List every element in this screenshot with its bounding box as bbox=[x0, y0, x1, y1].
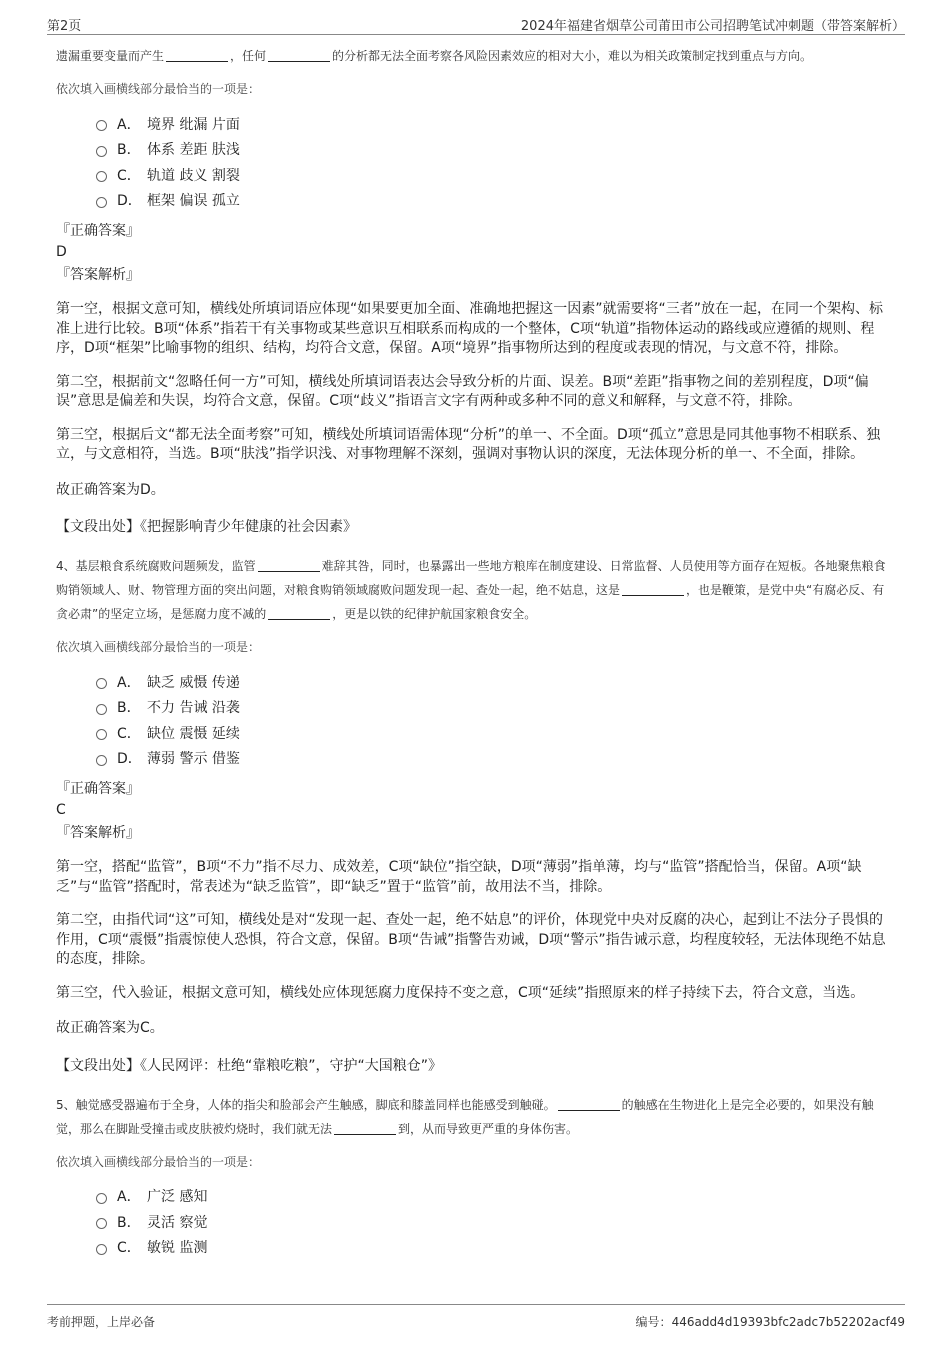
option-list bbox=[96, 111, 894, 213]
answer-heading: 『正确答案』 bbox=[56, 223, 140, 239]
question-4 bbox=[56, 554, 894, 1075]
option-a[interactable]: A． 境界 纰漏 片面 bbox=[96, 111, 894, 137]
document-body bbox=[56, 44, 894, 1260]
analysis-heading: 『答案解析』 bbox=[56, 267, 140, 283]
option-d[interactable]: D． 框架 偏误 孤立 bbox=[96, 188, 894, 214]
page-footer bbox=[47, 1304, 905, 1329]
correct-answer: D bbox=[56, 244, 67, 260]
analysis-paragraph: 第一空，搭配“监管”，B项“不力”指不尽力、成效差，C项“缺位”指空缺，D项“薄弱”指单薄，均与“监管”搭配恰当，保留。A项“缺乏”与“监管”搭配时，常表述为“缺乏监管”，即“缺乏”置于“监管”前，故用法不当，排除。 bbox=[56, 859, 862, 895]
source-citation: 【文段出处】《把握影响青少年健康的社会因素》 bbox=[56, 519, 357, 535]
analysis-conclusion: 故正确答案为D。 bbox=[56, 481, 165, 498]
question-stem: 遗漏重要变量而产生 ，任何 的分析都无法全面考察各风险因素效应的相对大小，难以为相关政策制定找到重点与方向。 bbox=[56, 49, 813, 63]
question-instruction: 依次填入画横线部分最恰当的一项是： bbox=[56, 640, 261, 654]
blank-line bbox=[166, 48, 228, 62]
blank-line bbox=[622, 582, 684, 596]
option-c[interactable]: C． 敏锐 监测 bbox=[96, 1235, 894, 1261]
radio-icon[interactable] bbox=[96, 704, 107, 715]
page-number: 第2页 bbox=[47, 19, 82, 34]
question-stem: 4、基层粮食系统腐败问题频发，监管 难辞其咎，同时，也暴露出一些地方粮库在制度建设、日常监督、人员使用等方面存在短板。各地聚焦粮食购销领域人、财、物管理方面的突出问题，对粮食购销领域腐败问题发现一起、查处一起，绝不姑息，这是 ，也是鞭策，是党中央“有腐必反、有贪必肃”的坚定立场，是惩腐力度不减的 ，更是以铁的纪律护航国家粮食安全。 bbox=[56, 559, 886, 621]
analysis-paragraph: 第一空，根据文意可知，横线处所填词语应体现“如果要更加全面、准确地把握这一因素”就需要将“三者”放在一起，在同一个架构、标准上进行比较。B项“体系”指若干有关事物或某些意识互相联系而构成的一个整体，C项“轨道”指物体运动的路线或应遵循的规则、程序，D项“框架”比喻事物的组织、结构，均符合文意，保留。A项“境界”指事物所达到的程度或表现的情况，与文意不符，排除。 bbox=[56, 301, 884, 356]
analysis-conclusion: 故正确答案为C。 bbox=[56, 1020, 164, 1036]
radio-icon[interactable] bbox=[96, 171, 107, 182]
blank-line bbox=[558, 1097, 620, 1111]
question-instruction: 依次填入画横线部分最恰当的一项是： bbox=[56, 1154, 261, 1169]
question-stem: 5、触觉感受器遍布于全身，人体的指尖和脸部会产生触感，脚底和膝盖同样也能感受到触碰。 的触感在生物进化上是完全必要的，如果没有触觉，那么在脚趾受撞击或皮肤被灼烧时，我们就无法 到，从而导致更严重的身体伤害。 bbox=[56, 1097, 874, 1136]
source-citation: 【文段出处】《人民网评：杜绝“靠粮吃粮”，守护“大国粮仓”》 bbox=[56, 1057, 443, 1074]
radio-icon[interactable] bbox=[96, 1193, 107, 1204]
answer-heading: 『正确答案』 bbox=[56, 781, 140, 797]
radio-icon[interactable] bbox=[96, 755, 107, 766]
radio-icon[interactable] bbox=[96, 1244, 107, 1255]
option-d[interactable]: D． 薄弱 警示 借鉴 bbox=[96, 746, 894, 772]
radio-icon[interactable] bbox=[96, 120, 107, 131]
option-c[interactable]: C． 缺位 震慑 延续 bbox=[96, 720, 894, 746]
question-instruction: 依次填入画横线部分最恰当的一项是： bbox=[56, 82, 261, 96]
radio-icon[interactable] bbox=[96, 197, 107, 208]
option-a[interactable]: A． 缺乏 威慑 传递 bbox=[96, 669, 894, 695]
blank-line bbox=[268, 48, 330, 62]
document-code: 编号：446add4d19393bfc2adc7b52202acf49 bbox=[635, 1315, 905, 1329]
option-b[interactable]: B． 不力 告诫 沿袭 bbox=[96, 695, 894, 721]
analysis-paragraph: 第三空，根据后文“都无法全面考察”可知，横线处所填词语需体现“分析”的单一、不全面。D项“孤立”意思是同其他事物不相联系、独立，与文意相符，当选。B项“肤浅”指学识浅、对事物理解不深刻，强调对事物认识的深度，无法体现分析的单一、不全面，排除。 bbox=[56, 426, 881, 462]
radio-icon[interactable] bbox=[96, 678, 107, 689]
correct-answer: C bbox=[56, 802, 66, 818]
option-a[interactable]: A． 广泛 感知 bbox=[96, 1184, 894, 1210]
option-list bbox=[96, 669, 894, 771]
option-b[interactable]: B． 体系 差距 肤浅 bbox=[96, 137, 894, 163]
question-3 bbox=[56, 44, 894, 536]
option-c[interactable]: C． 轨道 歧义 割裂 bbox=[96, 162, 894, 188]
radio-icon[interactable] bbox=[96, 146, 107, 157]
option-list bbox=[96, 1184, 894, 1261]
document-title: 2024年福建省烟草公司莆田市公司招聘笔试冲刺题（带答案解析） bbox=[520, 19, 905, 34]
analysis-paragraph: 第三空，代入验证，根据文意可知，横线处应体现惩腐力度保持不变之意，C项“延续”指照原来的样子持续下去，符合文意，当选。 bbox=[56, 984, 865, 1001]
blank-line bbox=[334, 1121, 396, 1135]
analysis-paragraph: 第二空，由指代词“这”可知，横线处是对“发现一起、查处一起，绝不姑息”的评价，体现党中央对反腐的决心，起到让不法分子畏惧的作用，C项“震慑”指震惊使人恐惧，符合文意，保留。B项“告诫”指警告劝诫，D项“警示”指告诫示意，均程度较轻，无法体现绝不姑息的态度，排除。 bbox=[56, 912, 886, 967]
radio-icon[interactable] bbox=[96, 729, 107, 740]
page-header bbox=[47, 12, 905, 35]
blank-line bbox=[258, 558, 320, 572]
question-5 bbox=[56, 1093, 894, 1261]
option-b[interactable]: B． 灵活 察觉 bbox=[96, 1209, 894, 1235]
footer-slogan: 考前押题，上岸必备 bbox=[47, 1315, 156, 1329]
analysis-heading: 『答案解析』 bbox=[56, 825, 140, 841]
analysis-paragraph: 第二空，根据前文“忽略任何一方”可知，横线处所填词语表达会导致分析的片面、误差。B项“差距”指事物之间的差别程度，D项“偏误”意思是偏差和失误，均符合文意，保留。C项“歧义”指语言文字有两种或多种不同的意义和解释，与文意不符，排除。 bbox=[56, 373, 869, 409]
blank-line bbox=[268, 606, 330, 620]
radio-icon[interactable] bbox=[96, 1218, 107, 1229]
